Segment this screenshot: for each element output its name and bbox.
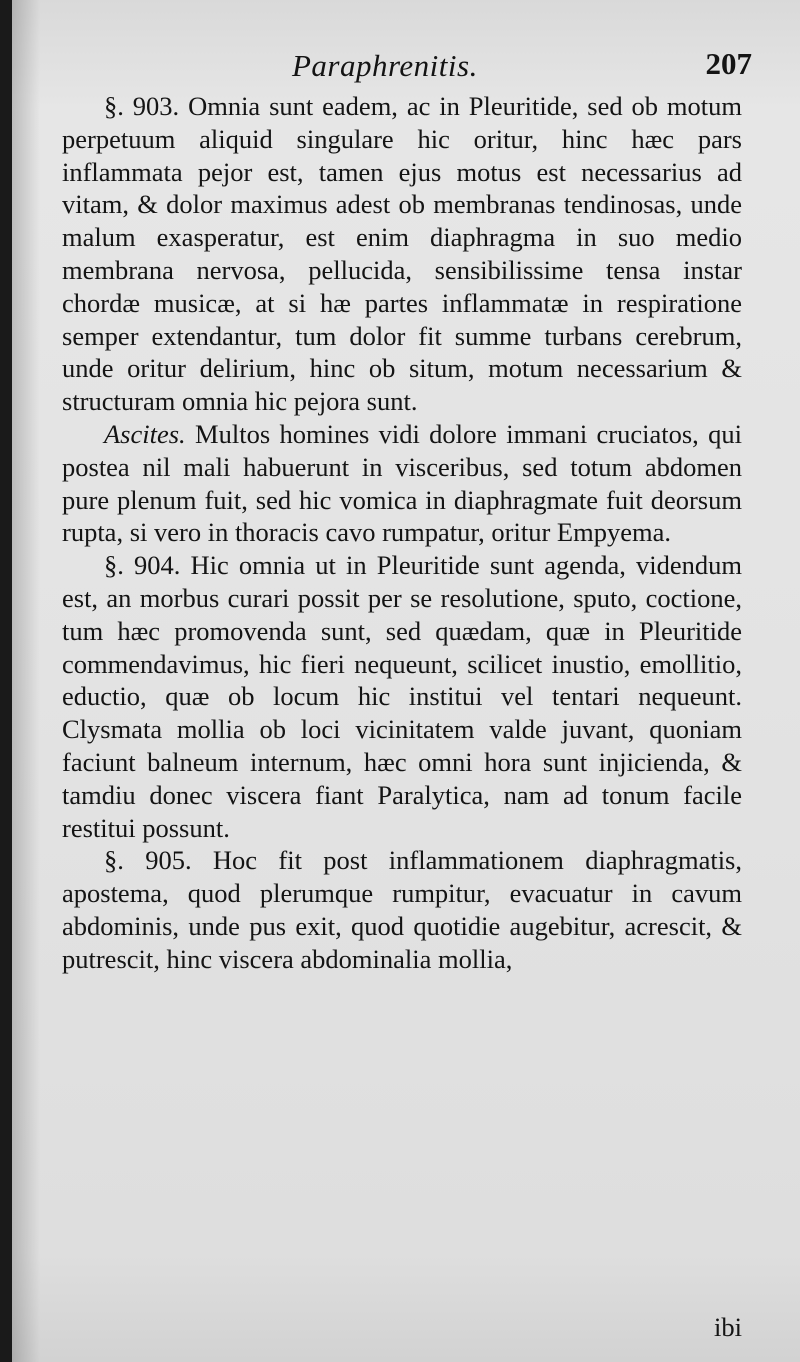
- paragraph-ascites: [62, 418, 742, 549]
- section-mark: §. 905.: [104, 845, 192, 876]
- paragraph-903: [62, 90, 742, 418]
- paragraph-904: [62, 549, 742, 844]
- body-text: [62, 90, 742, 976]
- section-mark: §. 904.: [104, 550, 181, 581]
- paragraph-text: Omnia sunt eadem, ac in Pleuritide, sed ob motum perpetuum aliquid singulare hic oritur, hinc hæc pars inflammata pejor est, tamen ejus motus est necessarius ad vitam, & dolor maximus adest ob membranas tendinosas, unde malum exasperatur, est enim diaphragma in suo medio membrana nervosa, pellucida, sensibilissime tensa instar chordæ musicæ, at si hæ partes inflammatæ in respiratione semper extendantur, tum dolor fit summe turbans cerebrum, unde oritur delirium, hinc ob situm, motum necessarium & structuram omnia hic pejora sunt.: [62, 91, 743, 417]
- paragraph-text: Multos homines vidi dolore immani cruciatos, qui postea nil mali habuerunt in visceribus, sed totum abdomen pure plenum fuit, sed hic vomica in diaphragmate fuit deorsum rupta, si vero in thoracis cavo rumpatur, oritur Empyema.: [62, 418, 742, 548]
- running-head: Paraphrenitis.: [292, 48, 478, 83]
- page-header: [12, 40, 800, 90]
- paragraph-text: Hic omnia ut in Pleuritide sunt agenda, videndum est, an morbus curari possit per se resolutione, sputo, coctione, tum hæc promovenda sunt, sed quædam, quæ in Pleuritide commendavimus, hic fieri nequeunt, scilicet inustio, emollitio, eductio, quæ ob locum hic institui vel tentari nequeunt. Clysmata mollia ob loci vicinitatem valde juvant, quoniam faciunt balneum internum, hæc omni hora sunt injicienda, & tamdiu donec viscera fiant Paralytica, nam ad tonum facile restitui possunt.: [62, 550, 743, 843]
- page-number: 207: [705, 46, 752, 81]
- catchword: ibi: [714, 1312, 742, 1342]
- section-heading: Ascites.: [104, 418, 186, 449]
- book-page: [12, 0, 800, 1362]
- paragraph-text: Hoc fit post inflammationem diaphragmatis, apostema, quod plerumque rumpitur, evacuatur in cavum abdominis, unde pus exit, quod quotidie augebitur, acrescit, & putrescit, hinc viscera abdominalia mollia,: [62, 845, 742, 974]
- section-mark: §. 903.: [104, 91, 180, 121]
- page-footer: [62, 1312, 742, 1346]
- paragraph-905: [62, 844, 742, 975]
